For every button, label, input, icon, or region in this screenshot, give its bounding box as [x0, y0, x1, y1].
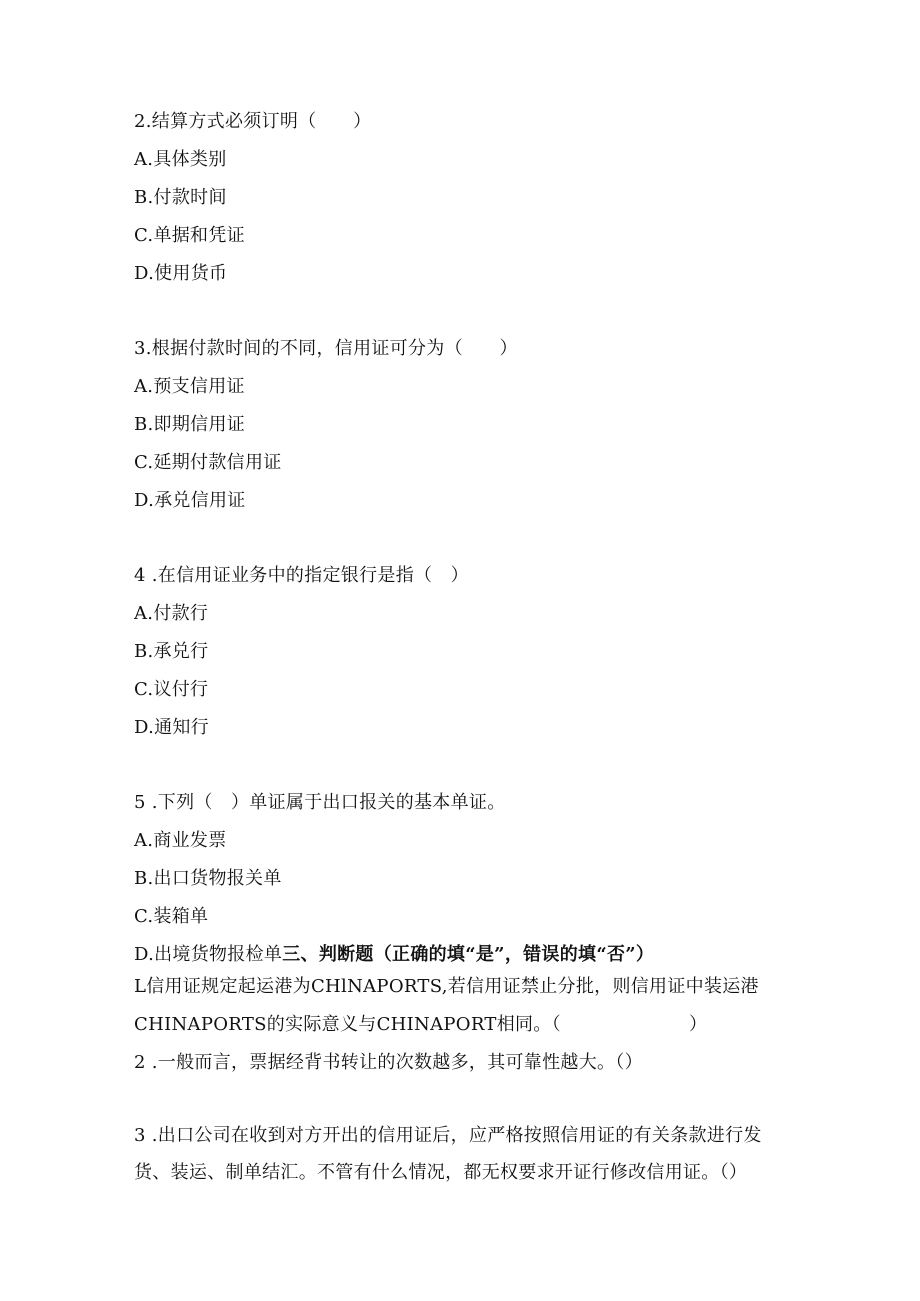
question-2-option-a: A.具体类别 [134, 149, 227, 170]
question-4-option-d: D.通知行 [134, 717, 210, 738]
question-3-stem: 3.根据付款时间的不同，信用证可分为（ ） [134, 338, 518, 359]
question-4-option-c: C.议付行 [134, 679, 209, 700]
question-3-option-a: A.预支信用证 [134, 376, 245, 397]
tf-item-3-line-2: 货、装运、制单结汇。不管有什么情况，都无权要求开证行修改信用证。（） [134, 1162, 748, 1183]
question-4-stem: 4 .在信用证业务中的指定银行是指（ ） [134, 565, 469, 586]
question-3-option-b: B.即期信用证 [134, 414, 246, 435]
question-2-option-d: D.使用货币 [134, 263, 228, 284]
question-5-option-c: C.装箱单 [134, 906, 209, 927]
question-3-option-d: D.承兑信用证 [134, 490, 246, 511]
question-2-option-c: C.单据和凭证 [134, 225, 245, 246]
question-5-option-b: B.出口货物报关单 [134, 868, 282, 889]
tf-item-2: 2 .一般而言，票据经背书转让的次数越多，其可靠性越大。（） [134, 1052, 643, 1073]
question-5-stem: 5 .下列（ ）单证属于出口报关的基本单证。 [134, 792, 506, 813]
tf-item-3-line-1: 3 .出口公司在收到对方开出的信用证后，应严格按照信用证的有关条款进行发 [134, 1125, 762, 1146]
question-2-stem: 2.结算方式必须订明（ ） [134, 111, 372, 132]
question-5-option-d: D.出境货物报检单 [134, 944, 283, 965]
question-5-option-a: A.商业发票 [134, 830, 227, 851]
section-3-heading: 三、判断题（正确的填“是”，错误的填“否”） [282, 944, 655, 965]
question-4-option-b: B.承兑行 [134, 641, 209, 662]
tf-item-1-line-1: L信用证规定起运港为CHlNAPORTS,若信用证禁止分批，则信用证中装运港 [134, 976, 759, 997]
tf-item-1-line-2: CHINAPORTS的实际意义与CHINAPORT相同。（ ） [134, 1014, 708, 1035]
question-5-option-d-line [134, 943, 654, 967]
question-3-option-c: C.延期付款信用证 [134, 452, 282, 473]
question-2-option-b: B.付款时间 [134, 187, 227, 208]
question-4-option-a: A.付款行 [134, 603, 209, 624]
